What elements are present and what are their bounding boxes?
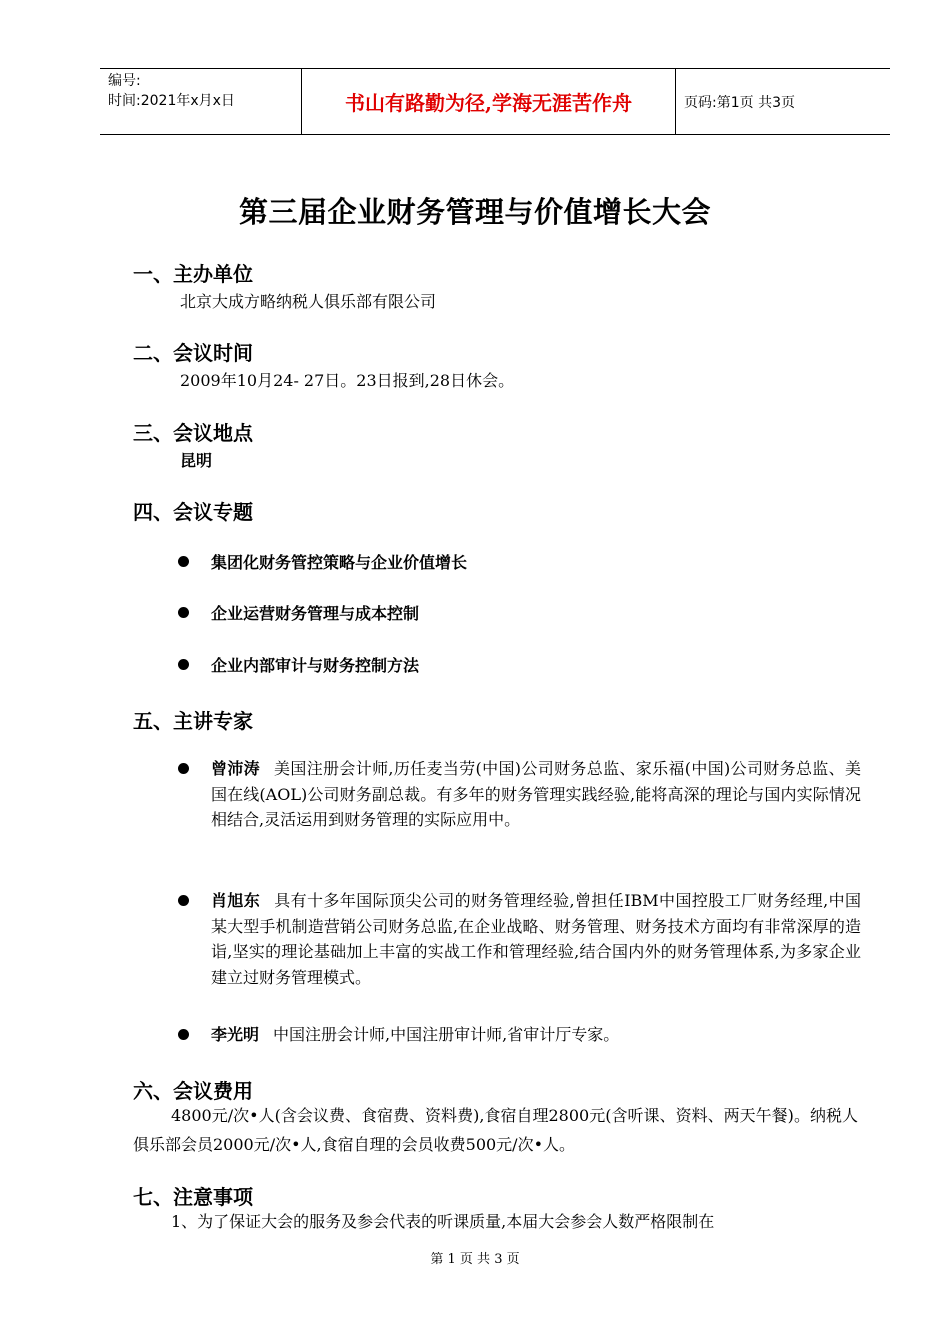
section-heading-time: 二、会议时间 <box>133 341 253 365</box>
expert-bio: 具有十多年国际顶尖公司的财务管理经验,曾担任IBM中国控股工厂财务经理,中国某大型手机制造营销公司财务总监,在企业战略、财务管理、财务技术方面均有非常深厚的造诣,坚实的理论基础加上丰富的实战工作和管理经验,结合国内外的财务管理体系,为多家企业建立过财务管理模式。 <box>211 891 861 987</box>
expert-bio: 美国注册会计师,历任麦当劳(中国)公司财务总监、家乐福(中国)公司财务总监、美国在线(AOL)公司财务副总裁。有多年的财务管理实践经验,能将高深的理论与国内实际情况相结合,灵活运用到财务管理的实际应用中。 <box>211 759 861 829</box>
document-number: 编号: <box>108 73 141 89</box>
bullet-icon <box>178 1029 189 1040</box>
expert-bio: 中国注册会计师,中国注册审计师,省审计厅专家。 <box>273 1025 620 1044</box>
document-time: 时间:2021年x月x日 <box>108 93 235 109</box>
document-title: 第三届企业财务管理与价值增长大会 <box>238 195 711 229</box>
topic-item: 企业内部审计与财务控制方法 <box>211 656 420 675</box>
header-meta <box>100 69 302 134</box>
meeting-time-text: 2009年10月24- 27日。23日报到,28日休会。 <box>180 371 515 390</box>
topic-item: 集团化财务管控策略与企业价值增长 <box>211 553 468 572</box>
header-motto: 书山有路勤为径,学海无涯苦作舟 <box>302 69 676 134</box>
topic-item: 企业运营财务管理与成本控制 <box>211 604 420 623</box>
expert-entry <box>211 888 861 990</box>
notes-text: 1、为了保证大会的服务及参会代表的听课质量,本届大会参会人数严格限制在 <box>171 1212 715 1231</box>
section-heading-topics: 四、会议专题 <box>133 500 253 524</box>
page-header <box>100 68 890 135</box>
bullet-icon <box>178 659 189 670</box>
expert-name: 曾沛涛 <box>211 759 261 778</box>
expert-entry <box>211 756 861 833</box>
organizer-text: 北京大成方略纳税人俱乐部有限公司 <box>180 292 437 311</box>
expert-name: 肖旭东 <box>211 891 261 910</box>
page-footer: 第 1 页 共 3 页 <box>430 1252 520 1267</box>
section-heading-organizer: 一、主办单位 <box>133 262 253 286</box>
bullet-icon <box>178 607 189 618</box>
section-heading-notes: 七、注意事项 <box>133 1185 253 1209</box>
header-page-info: 页码:第1页 共3页 <box>684 94 795 111</box>
bullet-icon <box>178 556 189 567</box>
bullet-icon <box>178 895 189 906</box>
expert-name: 李光明 <box>211 1025 260 1044</box>
fees-text: 4800元/次•人(含会议费、食宿费、资料费),食宿自理2800元(含听课、资料、两天午餐)。纳税人俱乐部会员2000元/次•人,食宿自理的会员收费500元/次•人。 <box>133 1106 858 1154</box>
expert-entry <box>211 1022 861 1048</box>
location-text: 昆明 <box>180 451 213 470</box>
section-heading-fees: 六、会议费用 <box>133 1079 253 1103</box>
section-heading-location: 三、会议地点 <box>133 421 253 445</box>
bullet-icon <box>178 763 189 774</box>
section-heading-experts: 五、主讲专家 <box>133 709 253 733</box>
